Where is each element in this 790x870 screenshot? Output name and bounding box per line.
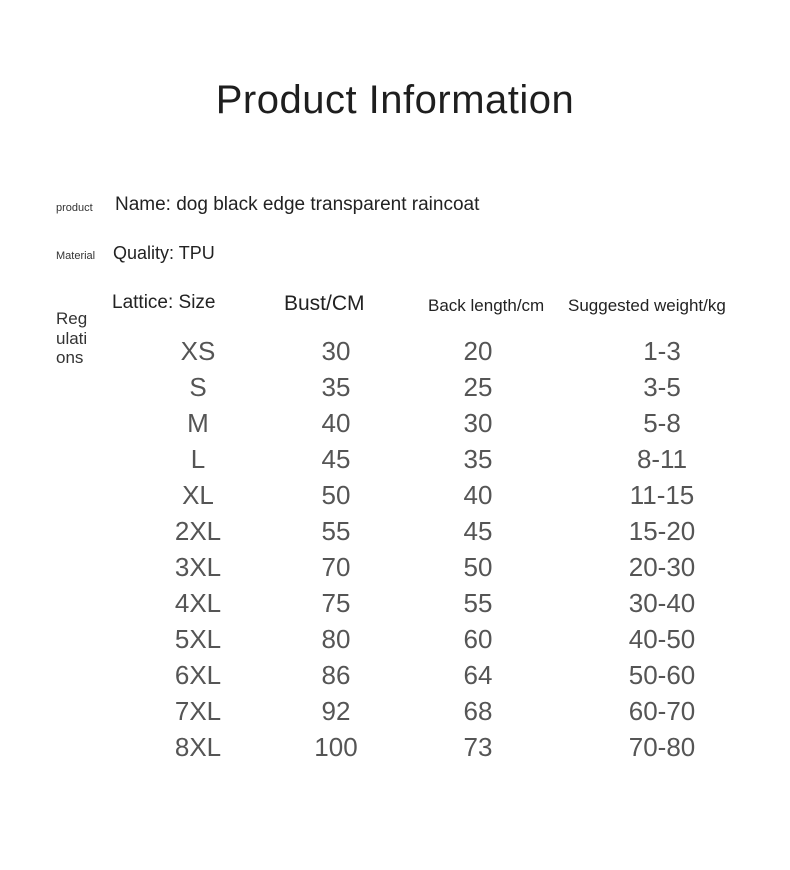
weight-cell: 5-8: [643, 408, 681, 438]
header-suggested-weight: Suggested weight/kg: [568, 296, 726, 315]
page-title: Product Information: [215, 78, 575, 122]
bust-cell: 55: [321, 516, 351, 546]
size-cell: S: [189, 372, 207, 402]
table-row: [0, 477, 790, 513]
bust-cell: 40: [321, 408, 351, 438]
header-size: Lattice: Size: [112, 292, 216, 313]
table-row: [0, 549, 790, 585]
size-cell: 8XL: [174, 732, 222, 762]
side-label-product: product: [56, 202, 93, 214]
back-length-cell: 50: [463, 552, 493, 582]
back-length-cell: 64: [463, 660, 493, 690]
table-row: [0, 657, 790, 693]
table-row: [0, 405, 790, 441]
bust-cell: 45: [321, 444, 351, 474]
bust-cell: 100: [314, 732, 358, 762]
size-cell: XS: [180, 336, 216, 366]
size-cell: 7XL: [174, 696, 222, 726]
weight-cell: 30-40: [628, 588, 696, 618]
bust-cell: 70: [321, 552, 351, 582]
weight-cell: 60-70: [628, 696, 696, 726]
bust-cell: 86: [321, 660, 351, 690]
table-row: [0, 585, 790, 621]
bust-cell: 92: [321, 696, 351, 726]
table-row: [0, 333, 790, 369]
weight-cell: 1-3: [643, 336, 681, 366]
back-length-cell: 55: [463, 588, 493, 618]
table-row: [0, 369, 790, 405]
weight-cell: 8-11: [636, 444, 688, 474]
back-length-cell: 40: [463, 480, 493, 510]
back-length-cell: 25: [463, 372, 493, 402]
size-cell: M: [187, 408, 209, 438]
size-cell: 6XL: [174, 660, 222, 690]
table-row: [0, 441, 790, 477]
bust-cell: 50: [321, 480, 351, 510]
weight-cell: 40-50: [628, 624, 696, 654]
weight-cell: 11-15: [629, 480, 695, 510]
product-quality-field: Quality: TPU: [113, 243, 215, 263]
size-cell: L: [190, 444, 206, 474]
back-length-cell: 68: [463, 696, 493, 726]
size-cell: 2XL: [174, 516, 222, 546]
size-cell: XL: [182, 480, 214, 510]
bust-cell: 35: [321, 372, 351, 402]
weight-cell: 70-80: [628, 732, 696, 762]
header-back-length: Back length/cm: [428, 296, 545, 315]
bust-cell: 75: [321, 588, 351, 618]
back-length-cell: 45: [463, 516, 493, 546]
back-length-cell: 73: [463, 732, 493, 762]
back-length-cell: 60: [463, 624, 493, 654]
bust-cell: 30: [321, 336, 351, 366]
bust-cell: 80: [321, 624, 351, 654]
weight-cell: 20-30: [628, 552, 696, 582]
side-label-material: Material: [56, 250, 96, 262]
product-name-field: Name: dog black edge transparent raincoat: [115, 194, 480, 215]
back-length-cell: 30: [463, 408, 493, 438]
size-cell: 3XL: [174, 552, 222, 582]
table-row: [0, 513, 790, 549]
size-cell: 5XL: [174, 624, 222, 654]
header-bust: Bust/CM: [284, 292, 365, 315]
table-row: [0, 729, 790, 765]
back-length-cell: 20: [463, 336, 493, 366]
weight-cell: 50-60: [628, 660, 696, 690]
side-label-regulations: Regulations: [56, 309, 88, 368]
weight-cell: 15-20: [628, 516, 696, 546]
table-row: [0, 693, 790, 729]
size-table-body: [0, 333, 790, 765]
size-cell: 4XL: [174, 588, 222, 618]
weight-cell: 3-5: [643, 372, 681, 402]
table-row: [0, 621, 790, 657]
back-length-cell: 35: [463, 444, 493, 474]
